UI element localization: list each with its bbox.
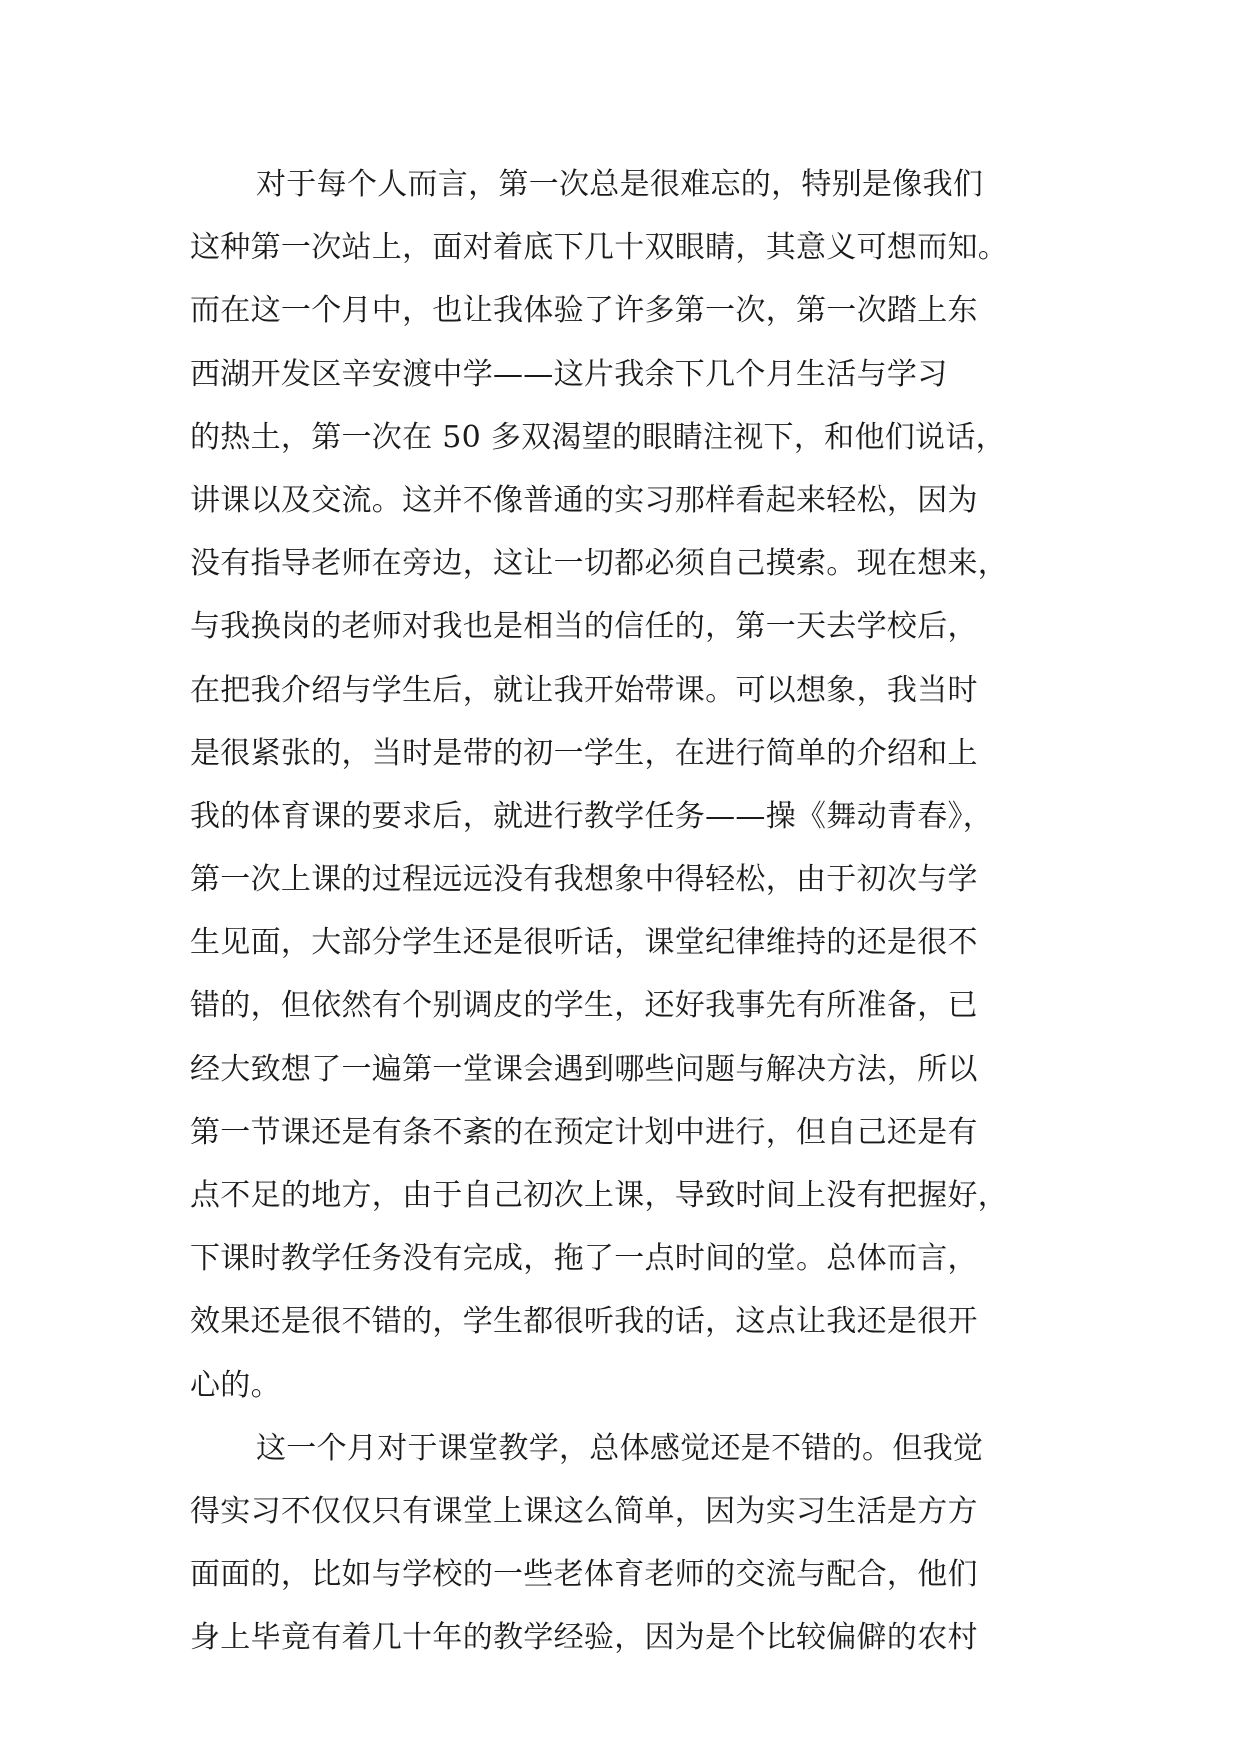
paragraph-1	[190, 153, 1058, 1417]
text-line: 心的。	[190, 1367, 281, 1403]
document-body	[190, 153, 1058, 1670]
text-line: 而在这一个月中，也让我体验了许多第一次，第一次踏上东	[190, 293, 978, 329]
text-line: 与我换岗的老师对我也是相当的信任的，第一天去学校后，	[190, 609, 978, 645]
text-line: 西湖开发区辛安渡中学——这片我余下几个月生活与学习	[190, 356, 948, 392]
paragraph-2	[190, 1417, 1058, 1670]
text-line: 得实习不仅仅只有课堂上课这么简单，因为实习生活是方方	[190, 1493, 978, 1529]
text-line: 这种第一次站上，面对着底下几十双眼睛，其意义可想而知。	[190, 230, 1009, 266]
text-line: 的热土，第一次在 50 多双渴望的眼睛注视下，和他们说话，	[190, 419, 1006, 455]
text-line: 讲课以及交流。这并不像普通的实习那样看起来轻松，因为	[190, 482, 978, 518]
text-line: 效果还是很不错的，学生都很听我的话，这点让我还是很开	[190, 1304, 978, 1340]
text-line: 经大致想了一遍第一堂课会遇到哪些问题与解决方法，所以	[190, 1051, 978, 1087]
text-line: 在把我介绍与学生后，就让我开始带课。可以想象，我当时	[190, 672, 978, 708]
text-line: 是很紧张的，当时是带的初一学生，在进行简单的介绍和上	[190, 735, 978, 771]
text-line: 错的，但依然有个别调皮的学生，还好我事先有所准备，已	[190, 988, 978, 1024]
text-line: 面面的，比如与学校的一些老体育老师的交流与配合，他们	[190, 1557, 978, 1593]
text-line: 第一次上课的过程远远没有我想象中得轻松，由于初次与学	[190, 862, 978, 898]
text-line: 点不足的地方，由于自己初次上课，导致时间上没有把握好，	[190, 1178, 1009, 1213]
text-line: 我的体育课的要求后，就进行教学任务——操《舞动青春》，	[190, 798, 994, 834]
text-line: 第一节课还是有条不紊的在预定计划中进行，但自己还是有	[190, 1114, 978, 1150]
text-line: 这一个月对于课堂教学，总体感觉还是不错的。但我觉	[256, 1430, 984, 1466]
text-line: 下课时教学任务没有完成，拖了一点时间的堂。总体而言，	[190, 1241, 978, 1277]
text-line: 身上毕竟有着几十年的教学经验，因为是个比较偏僻的农村	[190, 1620, 978, 1656]
text-line: 对于每个人而言，第一次总是很难忘的，特别是像我们	[256, 167, 984, 202]
text-line: 没有指导老师在旁边，这让一切都必须自己摸索。现在想来，	[190, 546, 1009, 582]
text-line: 生见面，大部分学生还是很听话，课堂纪律维持的还是很不	[190, 925, 978, 961]
